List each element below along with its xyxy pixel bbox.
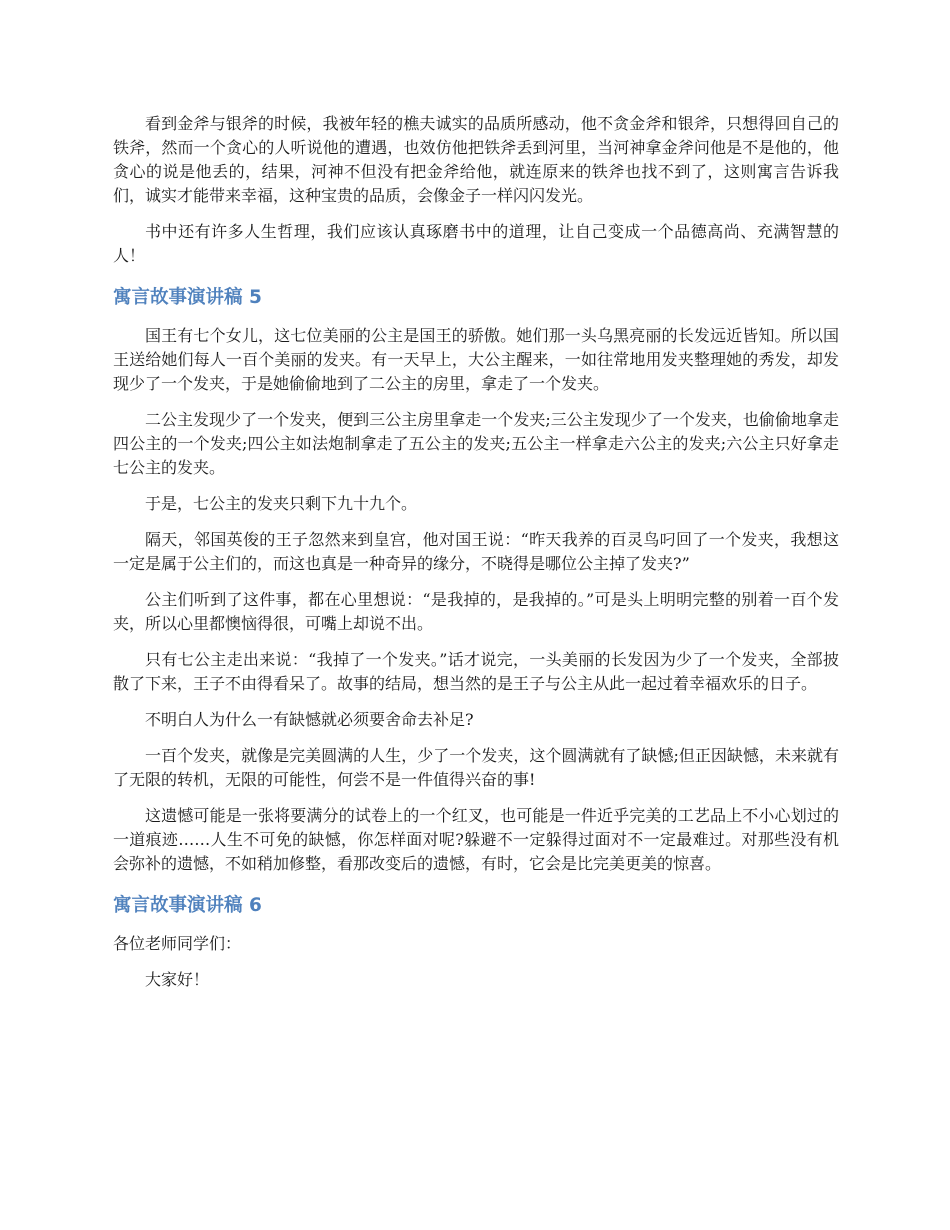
paragraph: 只有七公主走出来说：“我掉了一个发夹。”话才说完，一头美丽的长发因为少了一个发夹，全部披散了下来，王子不由得看呆了。故事的结局，想当然的是王子与公主从此一起过着幸福欢乐的日子。 [113,650,839,693]
paragraph: 公主们听到了这件事，都在心里想说：“是我掉的，是我掉的。”可是头上明明完整的别着一百个发夹，所以心里都懊恼得很，可嘴上却说不出。 [113,590,839,633]
paragraph: 这遗憾可能是一张将要满分的试卷上的一个红叉，也可能是一件近乎完美的工艺品上不小心划过的一道痕迹……人生不可免的缺憾，你怎样面对呢?躲避不一定躲得过面对不一定最难过。对那些没有机会弥补的遗憾，不如稍加修整，看那改变后的遗憾，有时，它会是比完美更美的惊喜。 [113,806,839,873]
section-heading-5: 寓言故事演讲稿 5 [113,287,262,308]
paragraph: 书中还有许多人生哲理，我们应该认真琢磨书中的道理，让自己变成一个品德高尚、充满智慧的人！ [113,222,839,265]
paragraph: 于是，七公主的发夹只剩下九十九个。 [145,494,418,513]
paragraph: 一百个发夹，就像是完美圆满的人生，少了一个发夹，这个圆满就有了缺憾;但正因缺憾，未来就有了无限的转机，无限的可能性，何尝不是一件值得兴奋的事! [113,746,839,789]
paragraph: 隔天，邻国英俊的王子忽然来到皇宫，他对国王说：“昨天我养的百灵鸟叼回了一个发夹，我想这一定是属于公主们的，而这也真是一种奇异的缘分，不晓得是哪位公主掉了发夹?” [113,530,839,573]
document-page [113,112,839,1004]
greeting: 大家好！ [145,970,210,989]
paragraph: 看到金斧与银斧的时候，我被年轻的樵夫诚实的品质所感动，他不贪金斧和银斧，只想得回自己的铁斧，然而一个贪心的人听说他的遭遇，也效仿他把铁斧丢到河里，当河神拿金斧问他是不是他的，他贪心的说是他丢的，结果，河神不但没有把金斧给他，就连原来的铁斧也找不到了，这则寓言告诉我们，诚实才能带来幸福，这种宝贵的品质，会像金子一样闪闪发光。 [113,114,839,205]
salutation: 各位老师同学们： [113,934,242,953]
paragraph: 不明白人为什么一有缺憾就必须要舍命去补足? [145,710,474,729]
paragraph: 二公主发现少了一个发夹，便到三公主房里拿走一个发夹;三公主发现少了一个发夹，也偷偷地拿走四公主的一个发夹;四公主如法炮制拿走了五公主的发夹;五公主一样拿走六公主的发夹;六公主只好拿走七公主的发夹。 [113,410,839,477]
paragraph: 国王有七个女儿，这七位美丽的公主是国王的骄傲。她们那一头乌黑亮丽的长发远近皆知。所以国王送给她们每人一百个美丽的发夹。有一天早上，大公主醒来，一如往常地用发夹整理她的秀发，却发现少了一个发夹，于是她偷偷地到了二公主的房里，拿走了一个发夹。 [113,326,839,393]
section-heading-6: 寓言故事演讲稿 6 [113,895,262,916]
